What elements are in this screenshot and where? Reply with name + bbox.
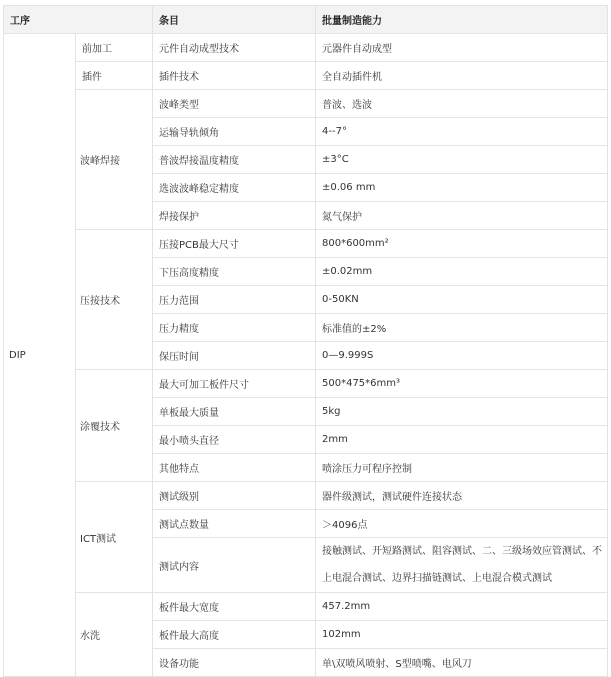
value-cell: 457.2mm — [316, 593, 608, 621]
value-cell: 氮气保护 — [316, 202, 608, 230]
item-cell: 元件自动成型技术 — [153, 34, 316, 62]
table-row — [4, 90, 608, 118]
item-cell: 压接PCB最大尺寸 — [153, 230, 316, 258]
table-header-row — [4, 6, 608, 34]
group-cell: 插件 — [76, 62, 153, 90]
value-cell: 0-50KN — [316, 286, 608, 314]
table-row — [4, 370, 608, 398]
value-cell: 普波、选波 — [316, 90, 608, 118]
group-cell: 压接技术 — [76, 230, 153, 370]
item-cell: 插件技术 — [153, 62, 316, 90]
value-cell: ±0.06 mm — [316, 174, 608, 202]
value-cell: 单\双喷风喷射、S型喷嘴、电风刀 — [316, 649, 608, 677]
value-cell: 500*475*6mm³ — [316, 370, 608, 398]
item-cell: 最小喷头直径 — [153, 426, 316, 454]
value-cell: 全自动插件机 — [316, 62, 608, 90]
value-cell: 标准值的±2% — [316, 314, 608, 342]
table-row — [4, 62, 608, 90]
item-cell: 板件最大高度 — [153, 621, 316, 649]
value-cell: 102mm — [316, 621, 608, 649]
item-cell: 压力精度 — [153, 314, 316, 342]
value-cell: ＞4096点 — [316, 510, 608, 538]
item-cell: 其他特点 — [153, 454, 316, 482]
item-cell: 普波焊接温度精度 — [153, 146, 316, 174]
item-cell: 保压时间 — [153, 342, 316, 370]
value-cell: 800*600mm² — [316, 230, 608, 258]
group-cell: 前加工 — [76, 34, 153, 62]
value-cell: 0—9.999S — [316, 342, 608, 370]
table-row — [4, 482, 608, 510]
table-row — [4, 34, 608, 62]
manufacturing-capability-table — [3, 5, 608, 677]
item-cell: 焊接保护 — [153, 202, 316, 230]
item-cell: 选波波峰稳定精度 — [153, 174, 316, 202]
item-cell: 下压高度精度 — [153, 258, 316, 286]
item-cell: 设备功能 — [153, 649, 316, 677]
group-cell: ICT测试 — [76, 482, 153, 593]
value-cell: 器件级测试，测试硬件连接状态 — [316, 482, 608, 510]
table-row — [4, 230, 608, 258]
value-cell: 元器件自动成型 — [316, 34, 608, 62]
item-cell: 测试内容 — [153, 538, 316, 593]
group-cell: 水洗 — [76, 593, 153, 677]
group-cell: 涂覆技术 — [76, 370, 153, 482]
item-cell: 测试级别 — [153, 482, 316, 510]
value-cell: 接触测试、开短路测试、阻容测试、二、三级场效应管测试、不上电混合测试、边界扫描链测试、上电混合模式测试 — [316, 538, 608, 593]
value-cell: 5kg — [316, 398, 608, 426]
item-cell: 波峰类型 — [153, 90, 316, 118]
process-name-cell: DIP — [4, 34, 76, 677]
value-cell: 4--7° — [316, 118, 608, 146]
header-item: 条目 — [153, 6, 316, 34]
header-process: 工序 — [4, 6, 153, 34]
item-cell: 运输导轨倾角 — [153, 118, 316, 146]
table-row — [4, 593, 608, 621]
item-cell: 最大可加工板件尺寸 — [153, 370, 316, 398]
item-cell: 单板最大质量 — [153, 398, 316, 426]
item-cell: 压力范围 — [153, 286, 316, 314]
value-cell: ±3°C — [316, 146, 608, 174]
group-cell: 波峰焊接 — [76, 90, 153, 230]
value-cell: 喷涂压力可程序控制 — [316, 454, 608, 482]
value-cell: 2mm — [316, 426, 608, 454]
header-capability: 批量制造能力 — [316, 6, 608, 34]
item-cell: 板件最大宽度 — [153, 593, 316, 621]
value-cell: ±0.02mm — [316, 258, 608, 286]
item-cell: 测试点数量 — [153, 510, 316, 538]
